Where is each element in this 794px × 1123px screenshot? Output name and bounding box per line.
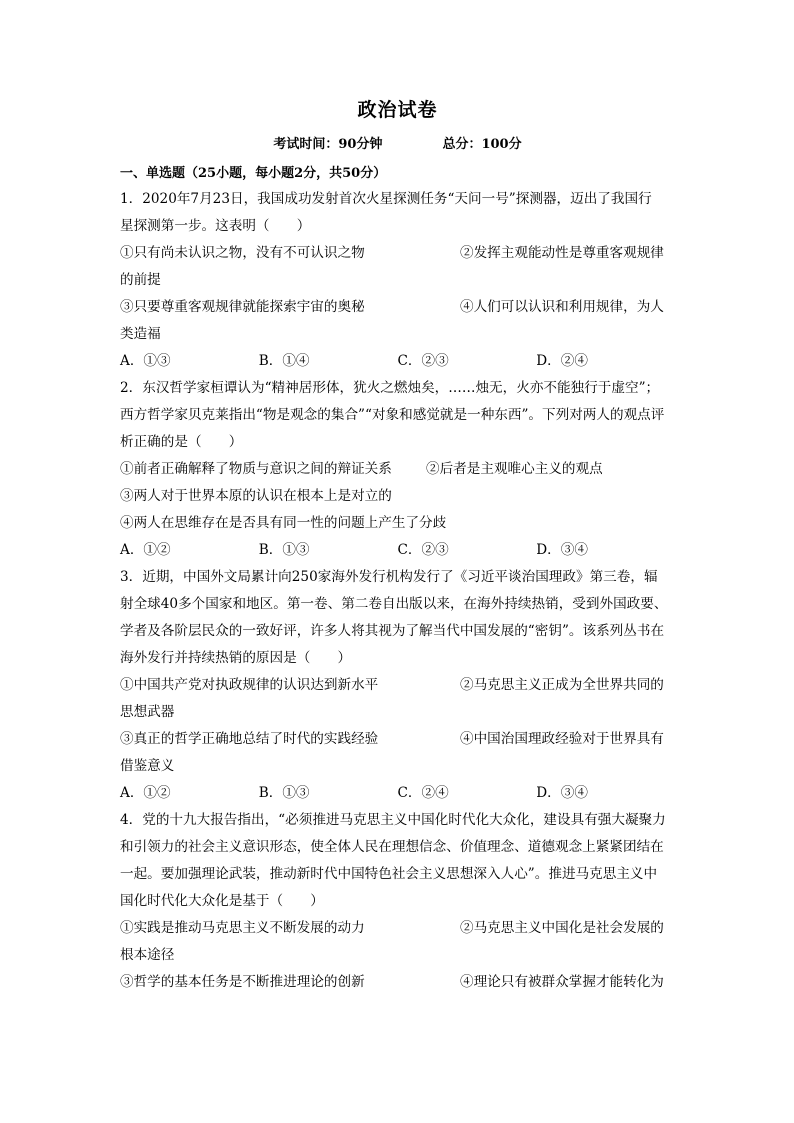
option-d[interactable]: D．③④	[536, 785, 588, 801]
question-stem: 析正确的是（ ）	[120, 434, 243, 450]
question-stem: 学者及各阶层民众的一致好评，许多人将其视为了解当代中国发展的“密钥”。该系列丛书在	[120, 623, 665, 639]
question-stem: 射全球40多个国家和地区。第一卷、第二卷自出版以来，在海外持续热销，受到外国政要、	[120, 596, 668, 612]
statement-2-cont: 根本途径	[120, 947, 175, 963]
question-stem: 3．近期，中国外文局累计向250家海外发行机构发行了《习近平谈治国理政》第三卷，辐	[120, 569, 658, 585]
question-stem: 星探测第一步。这表明（ ）	[120, 218, 311, 234]
statement-1: ①实践是推动马克思主义不断发展的动力	[120, 920, 365, 936]
statement-1: ①前者正确解释了物质与意识之间的辩证关系	[120, 461, 392, 477]
question-2	[120, 375, 675, 564]
answer-options	[120, 537, 675, 564]
question-stem: 和引领力的社会主义意识形态，使全体人民在理想信念、价值理念、道德观念上紧紧团结在	[120, 839, 664, 855]
statement-4: ④理论只有被群众掌握才能转化为	[460, 974, 664, 990]
statement-2: ②马克思主义中国化是社会发展的	[460, 920, 664, 936]
answer-options	[120, 780, 675, 807]
statement-4: ④人们可以认识和利用规律，为人	[460, 299, 664, 315]
question-stem: 1．2020年7月23日，我国成功发射首次火星探测任务“天问一号”探测器，迈出了我国行	[120, 191, 652, 207]
option-d[interactable]: D．③④	[536, 542, 588, 558]
statement-3: ③哲学的基本任务是不断推进理论的创新	[120, 974, 365, 990]
answer-options	[120, 348, 675, 375]
exam-page	[120, 96, 675, 996]
statement-4-cont: 借鉴意义	[120, 758, 175, 774]
question-4	[120, 807, 675, 996]
option-b[interactable]: B．①④	[258, 353, 310, 369]
option-b[interactable]: B．①③	[258, 785, 310, 801]
question-stem: 国化时代化大众化是基于（ ）	[120, 893, 324, 909]
question-stem: 一起。要加强理论武装，推动新时代中国特色社会主义思想深入人心”。推进马克思主义中	[120, 866, 658, 882]
option-a[interactable]: A．①③	[120, 353, 171, 369]
question-stem: 4．党的十九大报告指出，“必须推进马克思主义中国化时代化大众化，建设具有强大凝聚力	[120, 812, 666, 828]
statement-3: ③两人对于世界本原的认识在根本上是对立的	[120, 488, 392, 504]
statement-2-cont: 思想武器	[120, 704, 175, 720]
exam-time: 考试时间：90分钟	[273, 137, 383, 152]
exam-meta	[120, 134, 675, 156]
section-heading: 一、单选题（25小题，每小题2分，共50分）	[120, 166, 387, 181]
page-title: 政治试卷	[357, 99, 438, 121]
statement-2: ②后者是主观唯心主义的观点	[426, 461, 603, 477]
option-b[interactable]: B．①③	[258, 542, 310, 558]
question-stem: 西方哲学家贝克莱指出“物是观念的集合”“对象和感觉就是一种东西”。下列对两人的观点评	[120, 407, 665, 423]
option-a[interactable]: A．①②	[120, 542, 171, 558]
exam-score: 总分：100分	[442, 137, 522, 152]
question-stem: 海外发行并持续热销的原因是（ ）	[120, 650, 352, 666]
statement-3: ③只要尊重客观规律就能探索宇宙的奥秘	[120, 299, 365, 315]
statement-1: ①只有尚未认识之物，没有不可认识之物	[120, 245, 365, 261]
option-c[interactable]: C．②④	[397, 785, 449, 801]
statement-2: ②发挥主观能动性是尊重客观规律	[460, 245, 664, 261]
statement-4: ④中国治国理政经验对于世界具有	[460, 731, 664, 747]
option-c[interactable]: C．②③	[397, 353, 449, 369]
option-c[interactable]: C．②③	[397, 542, 449, 558]
statement-2: ②马克思主义正成为全世界共同的	[460, 677, 664, 693]
question-3	[120, 564, 675, 807]
question-1	[120, 186, 675, 375]
statement-1: ①中国共产党对执政规律的认识达到新水平	[120, 677, 379, 693]
statement-3: ③真正的哲学正确地总结了时代的实践经验	[120, 731, 379, 747]
option-d[interactable]: D．②④	[536, 353, 588, 369]
statement-2-cont: 的前提	[120, 272, 161, 288]
question-stem: 2．东汉哲学家桓谭认为“精神居形体，犹火之燃烛矣，……烛无，火亦不能独行于虚空”；	[120, 380, 660, 396]
option-a[interactable]: A．①②	[120, 785, 171, 801]
statement-4: ④两人在思维存在是否具有同一性的问题上产生了分歧	[120, 515, 447, 531]
statement-4-cont: 类造福	[120, 326, 161, 342]
